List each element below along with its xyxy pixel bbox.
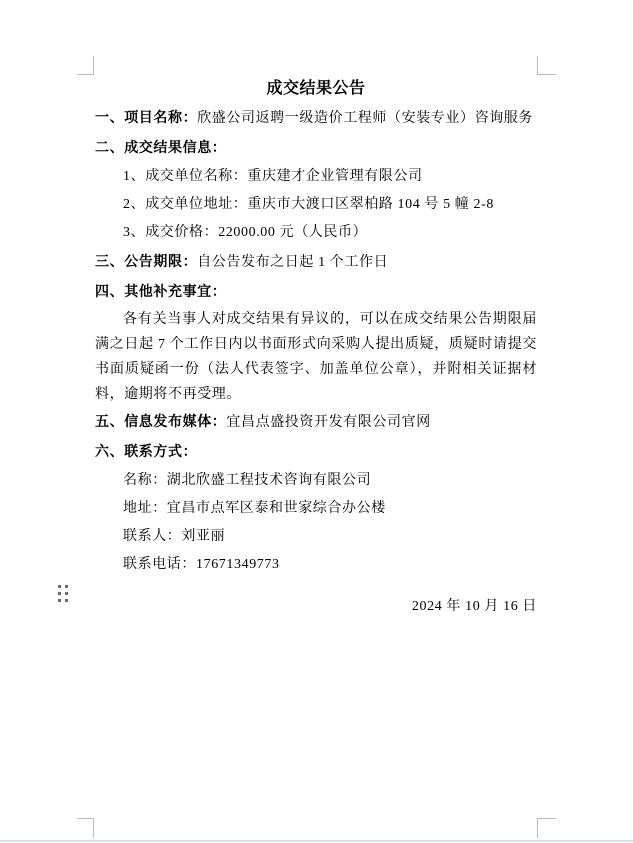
section-2-item: 3、成交价格：22000.00 元（人民币） bbox=[123, 225, 368, 240]
section-1-heading bbox=[95, 103, 537, 133]
section-3-heading bbox=[95, 247, 537, 277]
section-2-label: 二、成交结果信息： bbox=[95, 139, 227, 155]
section-2-item: 2、成交单位地址：重庆市大渡口区翠柏路 104 号 5 幢 2-8 bbox=[123, 197, 494, 212]
doc-title: 成交结果公告 bbox=[266, 80, 366, 97]
crop-mark-top-right-icon bbox=[537, 56, 556, 75]
section-3-label: 三、公告期限： bbox=[95, 253, 198, 269]
section-4-paragraph: 各有关当事人对成交结果有异议的，可以在成交结果公告期限届满之日起 7 个工作日内以书面形式向采购人提出质疑，质疑时请提交书面质疑函一份（法人代表签字、加盖单位公章），并附相关证据材料，逾期将不再受理。 bbox=[95, 312, 537, 402]
section-1-label: 一、项目名称： bbox=[95, 109, 198, 125]
section-4-heading bbox=[95, 277, 537, 307]
document-body bbox=[95, 75, 537, 621]
section-1-text: 欣盛公司返聘一级造价工程师（安装专业）咨询服务 bbox=[197, 111, 534, 126]
section-6-label: 六、联系方式： bbox=[95, 443, 198, 459]
crop-mark-bottom-right-icon bbox=[537, 818, 556, 838]
section-5-heading bbox=[95, 407, 537, 437]
section-5-label: 五、信息发布媒体： bbox=[95, 413, 227, 429]
section-6-item: 地址：宜昌市点军区泰和世家综合办公楼 bbox=[123, 501, 386, 516]
section-6-item: 联系人：刘亚丽 bbox=[123, 529, 226, 544]
section-2-heading bbox=[95, 133, 537, 163]
section-4-label: 四、其他补充事宜： bbox=[95, 283, 227, 299]
section-6-heading bbox=[95, 437, 537, 467]
section-3-text: 自公告发布之日起 1 个工作日 bbox=[197, 255, 389, 270]
section-6-item: 名称：湖北欣盛工程技术咨询有限公司 bbox=[123, 473, 372, 488]
drag-handle-icon[interactable] bbox=[58, 585, 68, 602]
section-5-text: 宜昌点盛投资开发有限公司官网 bbox=[226, 415, 431, 430]
section-2-item: 1、成交单位名称：重庆建才企业管理有限公司 bbox=[123, 169, 423, 184]
section-6-item: 联系电话：17671349773 bbox=[123, 557, 280, 572]
doc-date: 2024 年 10 月 16 日 bbox=[411, 599, 537, 614]
crop-mark-bottom-left-icon bbox=[77, 818, 94, 838]
crop-mark-top-left-icon bbox=[77, 56, 94, 75]
